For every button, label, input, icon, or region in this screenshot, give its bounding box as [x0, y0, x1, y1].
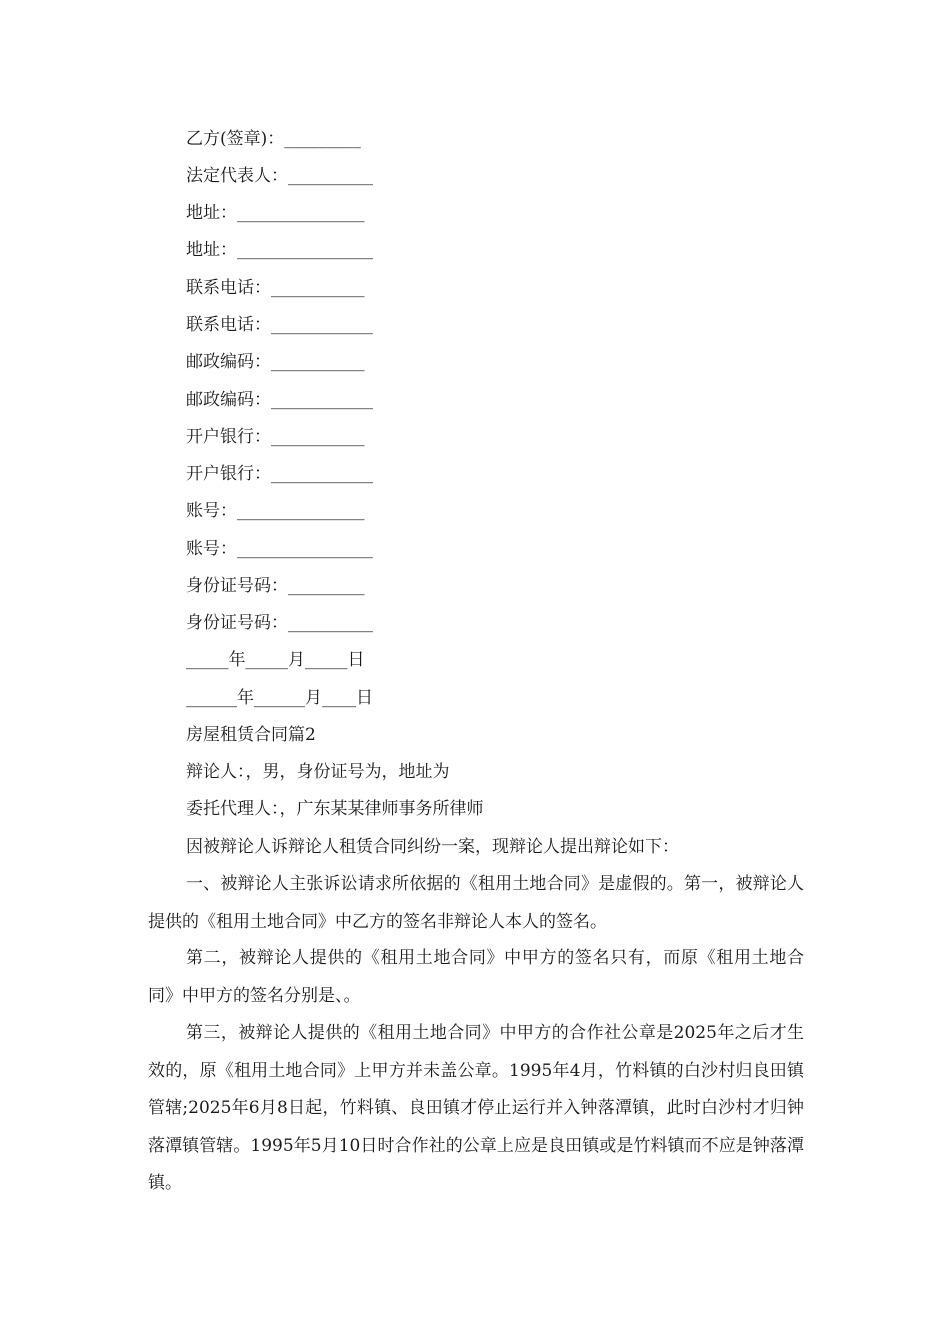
bank-line-1: 开户银行：___________	[186, 427, 365, 447]
paragraph-first-point: 一、被辩论人主张诉讼请求所依据的《租用土地合同》是虚假的。第一，被辩论人提供的《租用土地合同》中乙方的签名非辩论人本人的签名。	[148, 874, 804, 932]
debater-line: 辩论人：，男，身份证号为，地址为	[186, 762, 450, 782]
address-line-2: 地址：________________	[186, 240, 373, 260]
id-number-line-1: 身份证号码：_________	[186, 576, 365, 596]
intro-line: 因被辩论人诉辩论人租赁合同纠纷一案，现辩论人提出辩论如下：	[186, 837, 679, 857]
id-number-line-2: 身份证号码：__________	[186, 613, 373, 633]
phone-line-1: 联系电话：___________	[186, 278, 365, 298]
paragraph-second-point: 第二，被辩论人提供的《租用土地合同》中甲方的签名只有，而原《租用土地合同》中甲方的签名分别是、。	[148, 948, 804, 1006]
agent-line: 委托代理人：，广东某某律师事务所律师	[186, 799, 484, 819]
party-b-seal-line: 乙方(签章)：_________	[186, 129, 361, 149]
postal-code-line-2: 邮政编码：____________	[186, 390, 373, 410]
account-line-1: 账号：_______________	[186, 501, 365, 521]
paragraph-third-point: 第三，被辩论人提供的《租用土地合同》中甲方的合作社公章是2025年之后才生效的，原《租用土地合同》上甲方并未盖公章。1995年4月，竹料镇的白沙村归良田镇管辖;2025年6月8日起，竹料镇、良田镇才停止运行并入钟落潭镇，此时白沙村才归钟落潭镇管辖。1995年5月10日时合作社的公章上应是良田镇或是竹料镇而不应是钟落潭镇。	[148, 1023, 804, 1193]
bank-line-2: 开户银行：____________	[186, 464, 373, 484]
phone-line-2: 联系电话：____________	[186, 315, 373, 335]
date-line-2: ______年______月____日	[186, 688, 373, 708]
legal-representative-line: 法定代表人：__________	[186, 166, 373, 186]
address-line-1: 地址：_______________	[186, 203, 365, 223]
account-line-2: 账号：________________	[186, 539, 373, 559]
section-title: 房屋租赁合同篇2	[186, 725, 316, 745]
date-line-1: _____年_____月_____日	[186, 650, 365, 670]
postal-code-line-1: 邮政编码：___________	[186, 352, 365, 372]
